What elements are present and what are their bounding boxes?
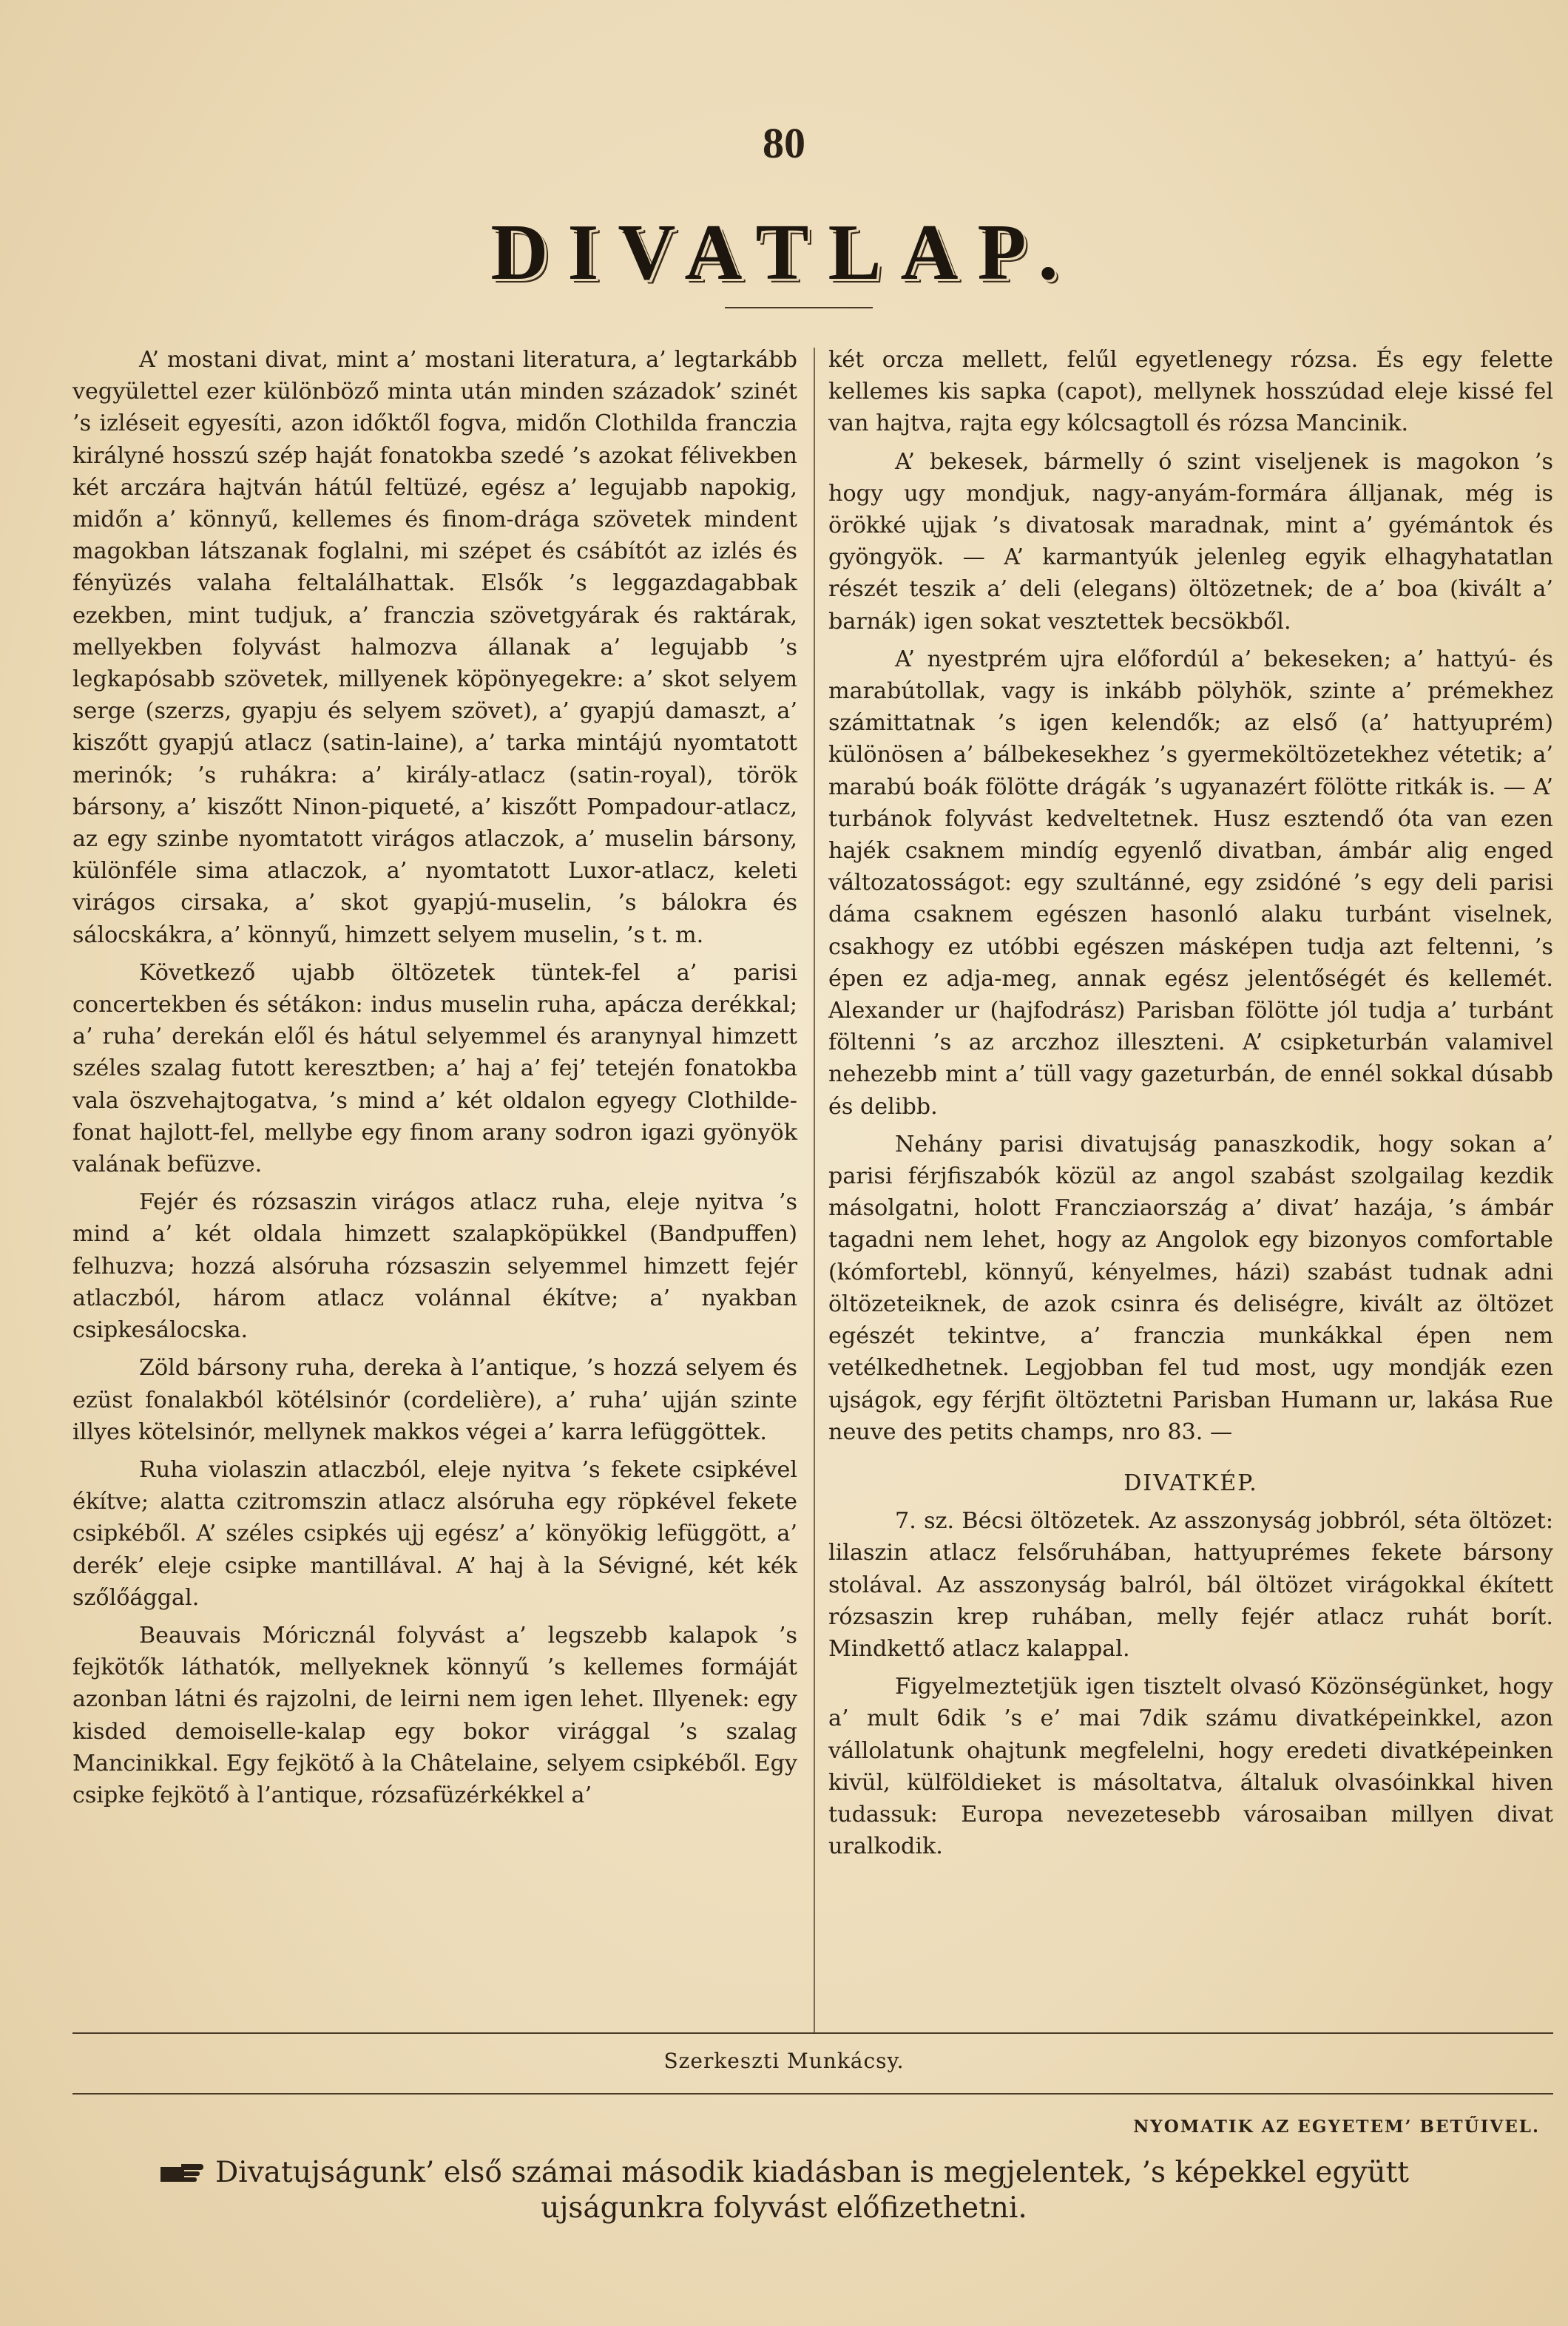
editor-rule <box>72 2093 1553 2095</box>
paragraph: 7. sz. Bécsi öltözetek. Az asszonyság jobbról, séta öltözet: lilaszin atlacz felsőruhában, hattyuprémes fekete bársony stolával. Az asszonyság balról, bál öltözet virágokkal ékített rózsaszin krep ruhában, melly fejér atlacz ruhát borít. Mindkettő atlacz kalappal. <box>828 1508 1553 1662</box>
masthead-title: DIVATLAP. <box>490 209 1078 297</box>
printer-credit: NYOMATIK AZ EGYETEM’ BETŰIVEL. <box>1133 2117 1540 2137</box>
pointing-hand-icon <box>159 2157 205 2191</box>
section-heading: DIVATKÉP. <box>1123 1470 1258 1496</box>
paragraph: Ruha violaszin atlaczból, eleje nyitva ’s fekete csipkével ékítve; alatta czitromszin atlacz alsóruha egy röpkével fekete csipkéből. A’ széles csipkés ujj egész’ a’ könyökig lefüggött, a’ derék’ eleje csipke mantillával. A’ haj à la Sévigné, két kék szőlőággal. <box>72 1456 797 1611</box>
page-number: 80 <box>763 119 805 167</box>
paragraph: A’ nyestprém ujra előfordúl a’ bekeseken; a’ hattyú- és marabútollak, vagy is inkább pölyhök, szinte a’ prémekhez számittatnak ’s igen kelendők; az első (a’ hattyuprém) különösen a’ bálbekesekhez ’s gyermeköltözetekhez vétetik; a’ marabú boák fölötte drágák ’s ugyanazért fölötte ritkák is. — A’ turbánok folyvást kedveltetnek. Husz esztendő óta van ezen hajék csaknem mindíg egyenlő divatban, ámbár alig enged változatosságot: egy szultánné, egy zsidóné ’s egy deli parisi dáma csaknem egészen hasonló alaku turbánt viselnek, csakhogy ez utóbbi egészen másképen tudja azt feltenni, ’s épen ez adja-meg, annak egész jelentőségét és kellemét. Alexander ur (hajfodrász) Parisban fölötte jól tudja a’ turbánt föltenni ’s az arczhoz illeszteni. A’ csipketurbán valamivel nehezebb mint a’ tüll vagy gazeturbán, de ennél sokkal dúsabb és delibb. <box>828 646 1553 1120</box>
paragraph: Figyelmeztetjük igen tisztelt olvasó Közönségünket, hogy a’ mult 6dik ’s e’ mai 7dik számu divatképeinkkel, azon vállolatunk ohajtunk megfelelni, hogy eredeti divatképeinken kivül, külföldieket is másoltatva, általuk olvasóinkkal hiven tudassuk: Europa nevezetesebb városaiban millyen divat uralkodik. <box>828 1674 1553 1860</box>
paragraph: A’ bekesek, bármelly ó szint viseljenek is magokon ’s hogy ugy mondjuk, nagy-anyám-formára álljanak, még is örökké ujjak ’s divatosak maradnak, mint a’ gyémántok és gyöngyök. — A’ karmantyúk jelenleg egyik elhagyhatatlan részét teszik a’ deli (elegans) öltözetnek; de a’ boa (kivált a’ barnák) igen sokat vesztettek becsökből. <box>828 448 1553 635</box>
notice-line-2: ujságunkra folyvást előfizethetni. <box>541 2191 1027 2225</box>
right-column <box>828 344 1553 1862</box>
paragraph: Beauvais Móricznál folyvást a’ legszebb kalapok ’s fejkötők láthatók, mellyeknek könnyű ’s kellemes formáját azonban látni és rajzolni, de leirni nem igen lehet. Illyenek: egy kisded demoiselle-kalap egy bokor virággal ’s szalag Mancinikkal. Egy fejkötő à la Châtelaine, selyem csipkéből. Egy csipke fejkötő à l’antique, rózsafüzérkékkel a’ <box>72 1622 797 1808</box>
paragraph: Zöld bársony ruha, dereka à l’antique, ’s hozzá selyem és ezüst fonalakból kötélsinór (cordelière), a’ ruha’ ujján szinte illyes kötelsinór, mellynek makkos végei a’ karra lefüggöttek. <box>72 1355 797 1445</box>
paragraph: Fejér és rózsaszin virágos atlacz ruha, eleje nyitva ’s mind a’ két oldala himzett szalapköpükkel (Bandpuffen) felhuzva; hozzá alsóruha rózsaszin selyemmel himzett fejér atlaczból, három atlacz volánnal ékítve; a’ nyakban csipkesálocska. <box>72 1189 797 1344</box>
masthead-rule <box>725 307 873 308</box>
notice-line-1: Divatujságunk’ első számai második kiadásban is megjelentek, ’s képekkel együtt <box>215 2156 1409 2189</box>
subscription-notice <box>111 2156 1457 2225</box>
footer-rule <box>72 2032 1553 2034</box>
paragraph: Következő ujabb öltözetek tüntek-fel a’ parisi concertekben és sétákon: indus muselin ruha, apácza derékkal; a’ ruha’ derekán elől és hátul selyemmel és aranynyal himzett széles szalag futott keresztben; a’ haj a’ fej’ tetején fonatokba vala öszvehajtogatva, ’s mind a’ két oldalon egyegy Clothilde-fonat hajlott-fel, mellybe egy finom arany sodron igazi gyönyök valának befüzve. <box>72 959 797 1178</box>
paragraph: A’ mostani divat, mint a’ mostani literatura, a’ legtarkább vegyülettel ezer különböző minta után minden századok’ szinét ’s izléseit egyesíti, azon időktől fogva, midőn Clothilda franczia királyné hosszú szép haját fonatokba szedé ’s azokat félivekben két arczára hajtván hátúl feltüzé, egész a’ legujabb napokig, midőn a’ könnyű, kellemes és finom-drága szövetek mindent magokban látszanak foglalni, mi szépet és csábítót az izlés és fényüzés valaha feltalálhattak. Elsők ’s leggazdagabbak ezekben, mint tudjuk, a’ franczia szövetgyárak és raktárak, mellyekben folyvást halmozva állanak a’ legujabb ’s legkapósabb szövetek, millyenek köpönyegekre: a’ skot selyem serge (szerzs, gyapju és selyem szövet), a’ gyapjú damaszt, a’ kiszőtt gyapjú atlacz (satin-laine), a’ tarka mintájú nyomtatott merinók; ’s ruhákra: a’ király-atlacz (satin-royal), török bársony, a’ kiszőtt Ninon-piqueté, a’ kiszőtt Pompadour-atlacz, az egy szinbe nyomtatott virágos atlaczok, a’ muselin bársony, különféle sima atlaczok, a’ nyomtatott Luxor-atlacz, keleti virágos cirsaka, a’ skot gyapjú-muselin, ’s bálokra és sálocskákra, a’ könnyű, himzett selyem muselin, ’s t. m. <box>72 347 797 948</box>
column-separator <box>814 348 815 2034</box>
left-column <box>72 344 797 1811</box>
editor-credit: Szerkeszti Munkácsy. <box>663 2049 905 2073</box>
paragraph: Nehány parisi divatujság panaszkodik, hogy sokan a’ parisi férjfiszabók közül az angol szabást szolgailag kezdik másolgatni, holott Francziaország a’ divat’ hazája, ’s ámbár tagadni nem lehet, hogy az Angolok egy bizonyos comfortable (kómfortebl, könnyű, kényelmes, házi) szabást tudnak adni öltözeteiknek, de azok csinra és deliségre, kivált az öltözet egészét tekintve, a’ franczia munkákkal épen nem vetélkedhetnek. Legjobban fel tud most, ugy mondják ezen ujságok, egy férjfit öltöztetni Parisban Humann ur, lakása Rue neuve des petits champs, nro 83. — <box>828 1131 1553 1445</box>
paragraph: két orcza mellett, felűl egyetlenegy rózsa. És egy felette kellemes kis sapka (capot), mellynek hosszúdad eleje kissé fel van hajtva, rajta egy kólcsagtoll és rózsa Mancinik. <box>828 347 1553 437</box>
